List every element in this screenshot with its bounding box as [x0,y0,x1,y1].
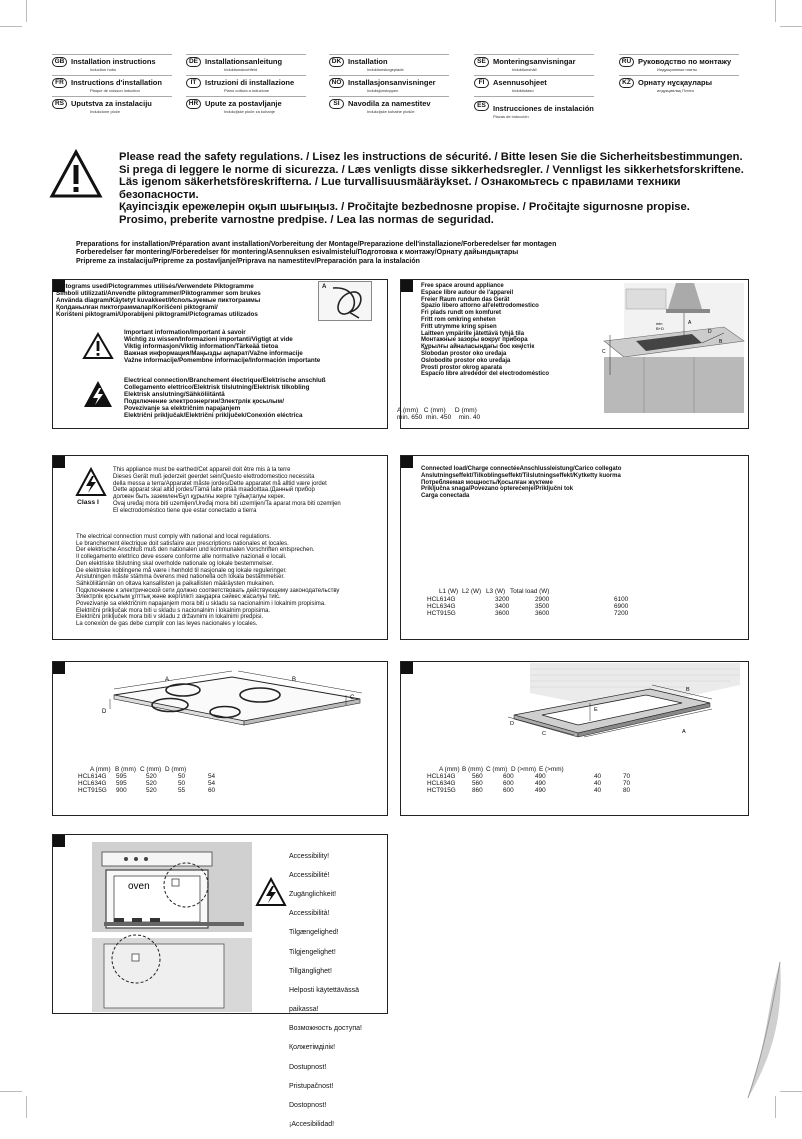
table-cell: 3200 [495,596,510,603]
lang-badge: KZ [619,78,634,88]
table-cell: 70 [623,780,631,787]
text-line: Korišteni piktogrami/Uporabljeni piktogrami/Pictogramas utilizados [56,311,258,318]
text-line: Collegamento elettrico/Elektrisk tilslutning/Elektrisk tilkobling [124,384,310,391]
table-cell: 40 [594,787,602,794]
text-line: Priključna snaga/Povezano opterećenje/Priključni tok [421,486,574,493]
earthing-text [113,467,341,515]
crop-mark [0,26,22,27]
text-line: Монтажные зазоры вокруг прибора [421,337,528,344]
crop-mark [26,1096,27,1118]
col-header: D (mm) [165,766,187,773]
text-line: Возможность доступа! [289,1025,362,1033]
table-cell: 60 [208,787,216,794]
free-space-text [421,283,549,378]
warning-icon [50,150,102,198]
safety-line: Läs igenom säkerhetsföreskrifterna. / Lue turvallisuusmääräykset. / Ознакомьтесь с правилами техники безопасности. [119,176,681,201]
col-header: B (mm) [115,766,136,773]
crop-mark [0,1091,22,1092]
table-cell: HCL614G [427,773,456,780]
text-line: Important information/Important à savoir [124,329,246,336]
lang-subtitle: Induksjonstoppen [367,88,399,93]
lang-subtitle: Induktionskogeplade [367,67,404,72]
text-line: Električni priključak/Električni priključek/Conexión eléctrica [124,412,303,419]
table-cell: 595 [116,780,127,787]
text-line: Espace libre autour de l'appareil [421,289,514,296]
text-line: Važne informacije/Pomembne informacije/Información importante [124,357,321,364]
free-space-dim-headers: A (mm) C (mm) D (mm) [397,407,477,414]
cable-label: A [322,284,327,290]
text-line: Laitteen ympärille jätettävä tyhjä tila [421,330,525,337]
lang-subtitle: Induction hobs [90,67,117,72]
text-line: The electrical connection must comply with national and local regulations. [76,534,272,540]
table-cell: 490 [535,780,546,787]
text-line: Anslutningen måste stämma överens med nationella och lokala bestämmelser. [76,574,285,581]
col-header: E (>mm) [539,766,564,773]
brand-swoosh-graphic [728,960,788,1100]
text-line: Den elektriske tilslutning skal overholde nationale og lokale bestemmelser. [76,560,274,567]
col-header: L1 (W) [439,588,459,595]
lang-badge: FI [474,78,489,88]
lang-subtitle: Indukcione ploče [90,109,121,114]
safety-line: Қауіпсіздік ережелерін оқып шығыңыз. / Pročitajte bezbednosne propise. / Pročitajte sigurnosne propise. [119,201,690,214]
text-line: должен быть заземлен/Бұл құрылғы жерге тұйықталуы керек. [113,494,286,501]
col-header: B (mm) [462,766,483,773]
regulations-text [76,534,339,628]
oven-label: oven [128,881,150,892]
safety-line: Please read the safety regulations. / Lisez les instructions de sécurité. / Bitte lesen Sie die Sicherheitsbestimmungen. [119,151,743,163]
crop-mark [780,26,802,27]
table-cell: 40 [594,773,602,780]
prep-line: Preparations for installation/Préparation avant installation/Vorbereitung der Montage/Preparazione dell'installazione/Forberedelser før montagen [76,241,557,248]
accessibility-hazard-icon [256,878,286,906]
text-line: De elektriske koblingene må være i henhold til nasjonale og lokale reguleringer. [76,567,287,574]
table-cell: 54 [208,773,216,780]
connected-load-heading [421,466,621,500]
hob-dimension-diagram [70,665,370,745]
text-line: Dostopnost! [289,1102,327,1110]
lang-title: Орнату нұсқаулары [638,78,713,87]
text-line: Free space around appliance [421,283,504,289]
lang-title: Installation instructions [71,57,156,66]
col-header: A (mm) [439,766,460,773]
lang-title: Monteringsanvisningar [493,57,576,66]
lang-badge: IT [186,78,201,88]
text-line: Anslutningseffekt/Tilkoblingseffekt/Tilslutningseffekt/Kytketty kuorma [421,472,621,479]
connected-load-table [427,588,727,622]
safety-notice [119,151,759,227]
text-line: Важная информация/Маңызды ақпарат/Važne informacije [124,350,303,357]
safety-line: Si prega di leggere le norme di sicurezza. / Læs venligts disse sikkerhedsregler. / Vennligst les sikkerhetsforskriftene. [119,163,744,176]
text-line: Zugänglichkeit! [289,890,337,898]
diagram-label: A [165,677,170,683]
col-header: L2 (W) [462,588,482,595]
cutout-dimension-diagram [410,663,740,763]
diagram-label: B [292,677,297,683]
text-line: Wichtig zu wissen/Informazioni importanti/Vigtigt at vide [124,336,293,343]
electrical-connection-text [124,377,326,419]
lang-subtitle: Induktiotaso [512,88,534,93]
lang-title: Руководство по монтажу [638,57,732,66]
table-cell: 860 [472,787,483,794]
lang-badge: ES [474,101,489,111]
lang-badge: DK [329,57,344,67]
text-line: Электрлік қосылым ұлттық және жергілікті заңдарға сәйкес жасалуы тиіс. [76,594,281,601]
table-cell: HCL634G [427,603,456,610]
diagram-label: A [688,320,692,326]
col-header: L3 (W) [486,588,506,595]
table-cell: 560 [472,780,483,787]
text-line: Der elektrische Anschluß muß den nationalen und kommunalen Vorschriften entsprechen. [76,547,315,554]
panel-marker [53,835,65,847]
panel-marker [401,456,413,468]
text-line: Құрылғы айналасындағы бос кеңістік [421,344,535,351]
cutout-dimensions-table [427,766,687,800]
col-header: A (mm) [90,766,111,773]
table-cell: 3500 [535,603,550,610]
lang-badge: HR [186,99,201,109]
col-header: C (mm) [486,766,508,773]
text-line: Fritt utrymme kring spisen [421,323,497,330]
diagram-label: C [602,349,606,355]
cable-illustration [318,281,372,321]
kitchen-clearance-diagram [584,283,744,413]
text-line: This appliance must be earthed/Cet appareil doit être mis à la terre [113,467,291,473]
text-line: Električni priključek mora biti v skladu z državnimi in lokalnimi predpisi. [76,614,264,621]
col-header: C (mm) [140,766,162,773]
lang-title: Upute za postavljanje [205,99,282,108]
text-line: Använda diagram/Käytetyt kuvakkeet/Используемые пиктограммы [56,297,261,304]
col-header: D (>mm) [511,766,537,773]
prep-line: Pripreme za instalaciju/Pripreme za postavljanje/Priprava na namestitev/Preparación para la instalación [76,257,420,265]
lang-title: Istruzioni di installazione [205,78,295,87]
table-cell: 55 [178,787,186,794]
text-line: Fritt rom omkring enheten [421,316,496,323]
oven-cabinet-diagram [92,842,252,1012]
lang-badge: RU [619,57,634,67]
text-line: ¡Accesibilidad! [289,1121,335,1129]
diagram-label: B+D [656,326,664,331]
lang-badge: SI [329,99,344,109]
lang-title: Uputstva za instalaciju [71,99,152,108]
text-line: Povezivanje sa električnim napajanjem mora biti u skladu sa nacionalnim i lokalnim propisima. [76,601,326,608]
table-cell: 490 [535,787,546,794]
table-cell: 520 [146,780,157,787]
lang-badge: SE [474,57,489,67]
text-line: Tillgänglighet! [289,967,332,975]
lang-badge: FR [52,78,67,88]
lang-title: Installasjonsanvisninger [348,78,436,87]
lang-subtitle: Indukcijske kuhalne plošče [367,109,415,114]
text-line: Oslobodite prostor oko uređaja [421,357,511,364]
diagram-label: D [102,709,107,715]
table-cell: 595 [116,773,127,780]
text-line: Carga conectada [421,493,470,500]
text-line: Spazio libero attorno all'elettrodomestico [421,303,539,310]
col-header: Total load (W) [510,588,550,595]
table-cell: 520 [146,773,157,780]
table-cell: 900 [116,787,127,794]
table-cell: HCT915G [427,787,456,794]
table-cell: 80 [623,787,631,794]
class-label: Class I [77,499,99,506]
text-line: Le branchement électrique doit satisfaire aux prescriptions nationales et locales. [76,540,289,547]
hob-dimensions-table [78,766,298,800]
lang-badge: DE [186,57,201,67]
text-line: Dette apparat skal altid jordes/Tämä laite pitää maadoittaa./Данный прибор [113,487,315,494]
text-line: Tilgjengelighet! [289,948,336,956]
accessibility-text [289,842,362,1139]
text-line: Потребляемая мощность/Қосылған жүктеме [421,479,553,486]
electrical-hazard-icon [83,380,113,408]
text-line: Dieses Gerät muß jederzeit geerdet sein/Questo elettrodomestico necessita [113,473,315,480]
text-line: La conexión de gas debe cumplir con las leyes nacionales y locales. [76,621,258,628]
table-cell: 6900 [614,603,629,610]
lang-subtitle: индукциялық Плита [657,88,694,93]
table-cell: 6100 [614,596,629,603]
text-line: Dostupnost! [289,1063,327,1071]
table-cell: 40 [594,780,602,787]
table-cell: 50 [178,780,186,787]
table-cell: HCL614G [427,596,456,603]
lang-badge: RS [52,99,67,109]
text-line: Подключение электроэнергии/Электрлік қосылым/ [124,398,284,405]
table-cell: 3400 [495,603,510,610]
text-line: Slobodan prostor oko uređaja [421,350,507,357]
text-line: Sähköliitännän on oltava kansallisten ja paikallisten määräysten mukainen. [76,580,275,587]
table-cell: 50 [178,773,186,780]
text-line: Accessibilité! [289,871,330,879]
diagram-label: min [656,321,663,326]
text-line: Подключение к электрической сети должно соответствовать действующему законодательству [76,587,340,594]
panel-marker [53,456,65,468]
table-cell: 54 [208,780,216,787]
lang-title: Asennusohjeet [493,78,547,87]
lang-title: Installationsanleitung [205,57,283,66]
text-line: Accessibility! [289,852,330,860]
text-line: Connected load/Charge connectéeAnschlussleistung/Carico collegato [421,466,622,472]
table-cell: HCL634G [78,780,107,787]
table-cell: HCL614G [78,773,107,780]
text-line: Freier Raum rundum das Gerät [421,296,510,303]
text-line: Električni priključak mora biti u skladu s nacionalnim i lokalnim propisima. [76,607,271,614]
text-line: Қолданылған пиктограммалар/Korišćeni piktogrami/ [56,304,218,311]
text-line: della messa a terra/Apparatet måste jordes/Dette apparatet må alltid være jordet [113,480,327,487]
diagram-label: E [594,707,598,713]
text-line: Prosti prostor okrog aparata [421,364,503,371]
lang-title: Installation [348,57,388,66]
text-line: Electrical connection/Branchement électrique/Elektrische anschluß [124,377,326,384]
table-cell: 600 [503,780,514,787]
lang-subtitle: Induktionskochfeld [224,67,258,72]
panel-marker [53,662,65,674]
lang-subtitle: Placas de inducción [493,114,529,119]
table-cell: HCT915G [78,787,107,794]
text-line: Fri plads rundt om komfuret [421,310,502,317]
table-cell: 2900 [535,596,550,603]
table-cell: 560 [472,773,483,780]
table-cell: 70 [623,773,631,780]
diagram-label: D [708,329,712,335]
table-cell: HCT915G [427,610,456,617]
safety-line: Prosimo, preberite varnostne predpise. / Lea las normas de seguridad. [119,213,494,226]
text-line: Espacio libre alrededor del electrodoméstico [421,371,550,378]
table-cell: 520 [146,787,157,794]
lang-badge: GB [52,57,67,67]
table-cell: 7200 [614,610,629,617]
important-warning-icon [83,333,113,359]
table-cell: 600 [503,787,514,794]
lang-title: Instrucciones de instalación [493,104,594,113]
text-line: paikassa! [289,1006,319,1014]
text-line: El electrodoméstico tiene que estar conectado a tierra [113,507,257,514]
text-line: Viktig informasjon/Viktig information/Tärkeää tietoa [124,343,279,350]
cable-icon [319,282,371,320]
text-line: Helposti käytettävässä [289,986,360,994]
lang-subtitle: Индукционные плиты [657,67,697,72]
panel-marker [401,280,413,292]
table-cell: 600 [503,773,514,780]
text-line: Elektrisk anslutning/Sähköliitäntä [124,391,225,398]
lang-badge: NO [329,78,344,88]
diagram-label: C [542,731,546,737]
text-line: Pristupačnost! [289,1082,334,1090]
table-cell: 3600 [535,610,550,617]
diagram-label: A [682,729,686,735]
table-cell: HCL634G [427,780,456,787]
lang-subtitle: Induktionshäll [512,67,537,72]
text-line: Tilgængelighed! [289,929,339,937]
table-cell: 490 [535,773,546,780]
text-line: Simboli utilizzati/Anvendte piktogrammer/Piktogrammer som brukes [56,290,261,297]
table-cell: 3600 [495,610,510,617]
text-line: Ovaj uređaj mora biti uzemljen/Uređaj mora biti uzemljen/Ta aparat mora biti ozemljen [113,500,341,507]
important-info-text [124,329,320,364]
diagram-label: D [510,721,514,727]
lang-title: Instructions d'installation [71,78,162,87]
pictograms-heading [56,283,316,318]
lang-subtitle: Piano cottura a induzione [224,88,270,93]
prep-line: Forberedelser før montering/Förberedelser för montering/Asennuksen esivalmistelu/Подготовка к монтажу/Орнату дайындықтары [76,249,519,257]
diagram-label: B [719,339,723,345]
lang-title: Navodila za namestitev [348,99,431,108]
preparations-heading [76,241,756,266]
text-line: Il collegamento elettrico deve essere conforme alle normative nazionali e locali. [76,554,287,561]
text-line: Pictograms used/Pictogrammes utilisés/Verwendete Piktogramme [56,283,254,290]
lang-subtitle: Indukcijske ploče za kuhanje [224,109,275,114]
free-space-dim-values: min. 650 min. 450 min. 40 [397,414,481,421]
text-line: Accessibilità! [289,910,330,918]
diagram-label: B [686,687,690,693]
text-line: Povezivanje sa električnim napajanjem [124,405,241,412]
lang-subtitle: Plaque de cuisson induction [90,88,140,93]
crop-mark [775,0,776,22]
text-line: Қолжетімділік! [289,1044,336,1052]
class-one-hazard-icon [76,468,106,496]
crop-mark [26,0,27,22]
diagram-label: C [350,695,355,701]
